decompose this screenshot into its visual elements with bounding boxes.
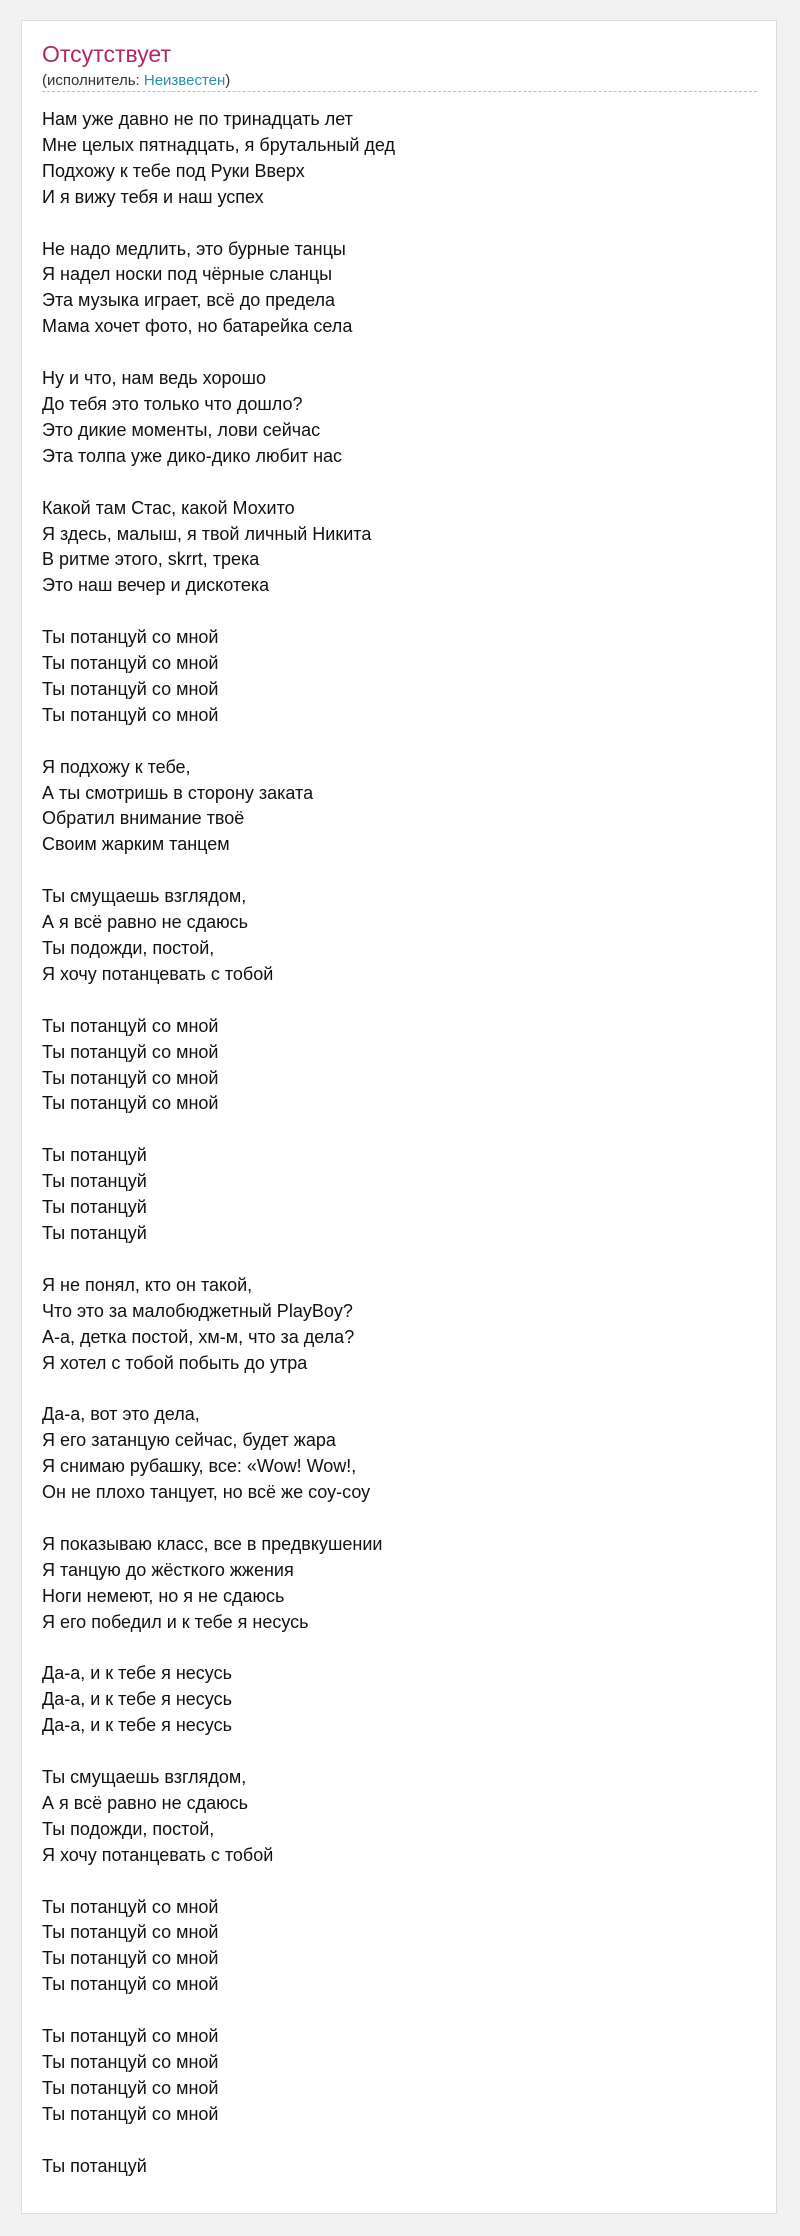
title-separator bbox=[42, 91, 757, 92]
lyrics-card bbox=[21, 20, 777, 2214]
artist-prefix: (исполнитель: bbox=[42, 72, 144, 89]
lyrics-text: Нам уже давно не по тринадцать лет Мне целых пятнадцать, я брутальный дед Подхожу к тебе под Руки Вверх И я вижу тебя и наш успех Не надо медлить, это бурные танцы Я надел носки под чёрные сланцы Эта музыка играет, всё до предела Мама хочет фото, но батарейка села Ну и что, нам ведь хорошо До тебя это только что дошло? Это дикие моменты, лови сейчас Эта толпа уже дико-дико любит нас Какой там Стас, какой Мохито Я здесь, малыш, я твой личный Никита В ритме этого, skrrt, трека Это наш вечер и дискотека Ты потанцуй со мной Ты потанцуй со мной Ты потанцуй со мной Ты потанцуй со мной Я подхожу к тебе, А ты смотришь в сторону заката Обратил внимание твоё Своим жарким танцем Ты смущаешь взглядом, А я всё равно не сдаюсь Ты подожди, постой, Я хочу потанцевать с тобой Ты потанцуй со мной Ты потанцуй со мной Ты потанцуй со мной Ты потанцуй со мной Ты потанцуй Ты потанцуй Ты потанцуй Ты потанцуй Я не понял, кто он такой, Что это за малобюджетный PlayBoy? А-а, детка постой, хм-м, что за дела? Я хотел с тобой побыть до утра Да-а, вот это дела, Я его затанцую сейчас, будет жара Я снимаю рубашку, все: «Wow! Wow!, Он не плохо танцует, но всё же соу-соу Я показываю класс, все в предвкушении Я танцую до жёсткого жжения Ноги немеют, но я не сдаюсь Я его победил и к тебе я несусь Да-а, и к тебе я несусь Да-а, и к тебе я несусь Да-а, и к тебе я несусь Ты смущаешь взглядом, А я всё равно не сдаюсь Ты подожди, постой, Я хочу потанцевать с тобой Ты потанцуй со мной Ты потанцуй со мной Ты потанцуй со мной Ты потанцуй со мной Ты потанцуй со мной Ты потанцуй со мной Ты потанцуй со мной Ты потанцуй со мной Ты потанцуй bbox=[42, 109, 396, 2176]
artist-suffix: ) bbox=[225, 72, 231, 89]
artist-line bbox=[42, 72, 230, 90]
song-title: Отсутствует bbox=[42, 41, 171, 67]
artist-link[interactable]: Неизвестен bbox=[143, 72, 226, 89]
